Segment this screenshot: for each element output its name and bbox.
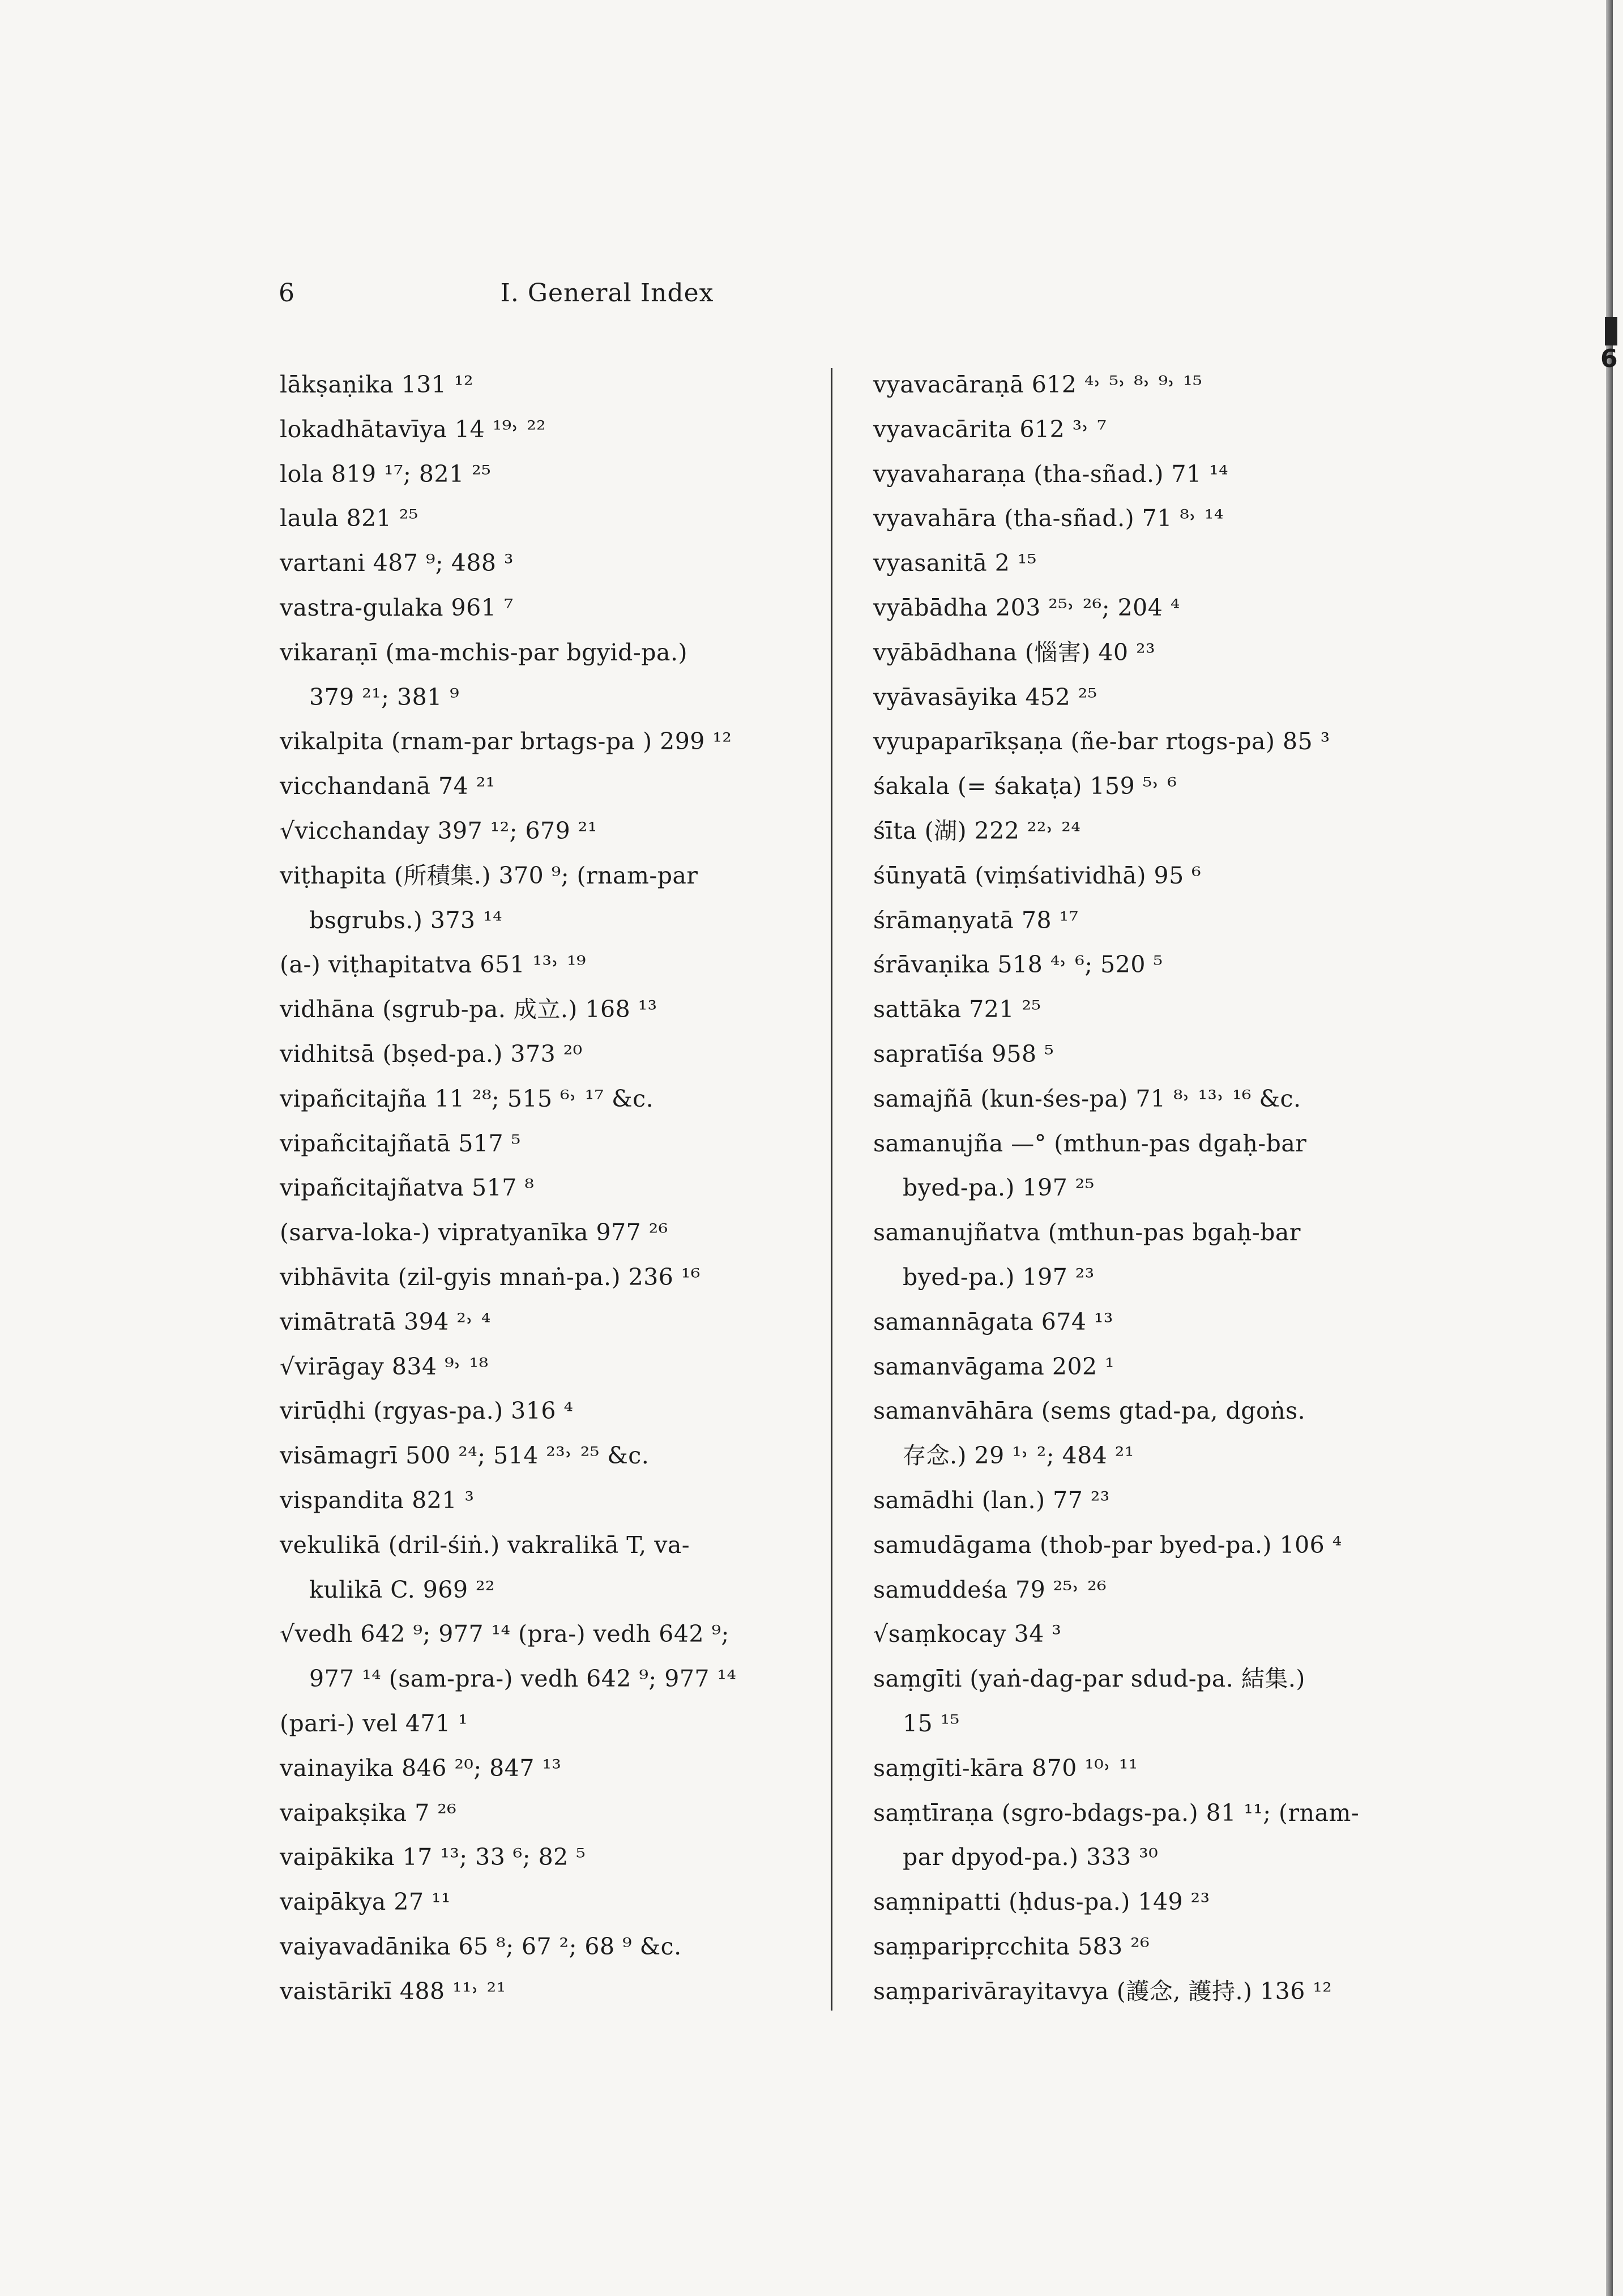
index-entry: (pari-) vel 471 ¹	[280, 1709, 468, 1737]
index-entry: samanvāgama 202 ¹	[873, 1352, 1115, 1380]
index-entry: śīta (湖) 222 ²²˒ ²⁴	[873, 817, 1081, 844]
index-entry: vipañcitajñatva 517 ⁸	[280, 1174, 535, 1202]
left-index-column	[280, 362, 801, 2013]
index-entry-continuation: 977 ¹⁴ (sam-pra-) vedh 642 ⁹; 977 ¹⁴	[309, 1665, 737, 1693]
index-entry: vyāvasāyika 452 ²⁵	[873, 683, 1097, 711]
index-entry-continuation: 存念.) 29 ¹˒ ²; 484 ²¹	[903, 1442, 1134, 1470]
index-entry: vaipākya 27 ¹¹	[280, 1888, 451, 1916]
index-entry: saṃparivārayitavya (護念, 護持.) 136 ¹²	[873, 1977, 1332, 2005]
index-entry: saṃparipṛcchita 583 ²⁶	[873, 1932, 1150, 1960]
index-entry: sapratīśa 958 ⁵	[873, 1040, 1054, 1068]
index-entry: śakala (= śakaṭa) 159 ⁵˒ ⁶	[873, 773, 1177, 800]
index-entry-continuation: byed-pa.) 197 ²³	[903, 1263, 1095, 1291]
index-entry-continuation: par dpyod-pa.) 333 ³⁰	[903, 1843, 1159, 1871]
index-entry: samanujñatva (mthun-pas bgaḥ-bar	[873, 1219, 1301, 1247]
index-entry: samādhi (lan.) 77 ²³	[873, 1486, 1110, 1514]
index-entry: samuddeśa 79 ²⁵˒ ²⁶	[873, 1576, 1107, 1603]
page-number: 6	[279, 279, 294, 308]
index-entry: vyupaparīkṣaṇa (ñe-bar rtogs-pa) 85 ³	[873, 728, 1330, 756]
index-entry: sattāka 721 ²⁵	[873, 996, 1041, 1023]
index-entry: viṭhapita (所積集.) 370 ⁹; (rnam-par	[280, 861, 698, 889]
index-entry: saṃgīti-kāra 870 ¹⁰˒ ¹¹	[873, 1754, 1138, 1782]
page-title: I. General Index	[500, 279, 714, 308]
index-entry: vipañcitajñatā 517 ⁵	[280, 1129, 521, 1157]
right-index-column	[873, 362, 1383, 2013]
index-entry: (a-) viṭhapitatva 651 ¹³˒ ¹⁹	[280, 951, 586, 979]
index-entry: śūnyatā (viṃśatividhā) 95 ⁶	[873, 861, 1202, 889]
index-entry: virūḍhi (rgyas-pa.) 316 ⁴	[280, 1397, 574, 1425]
index-entry-continuation: byed-pa.) 197 ²⁵	[903, 1174, 1095, 1202]
index-entry: vyābādha 203 ²⁵˒ ²⁶; 204 ⁴	[873, 594, 1180, 621]
index-entry-root: √vedh 642 ⁹; 977 ¹⁴ (pra-) vedh 642 ⁹;	[280, 1620, 729, 1648]
index-entry: vispandita 821 ³	[280, 1486, 475, 1514]
thumb-index-label: 6	[1600, 344, 1618, 373]
index-entry-root: √virāgay 834 ⁹˒ ¹⁸	[280, 1352, 489, 1380]
index-entry: vyasanitā 2 ¹⁵	[873, 549, 1037, 577]
index-entry-root: √saṃkocay 34 ³	[873, 1620, 1062, 1648]
index-entry: (sarva-loka-) vipratyanīka 977 ²⁶	[280, 1219, 668, 1247]
index-entry: vipañcitajña 11 ²⁸; 515 ⁶˒ ¹⁷ &c.	[280, 1085, 654, 1112]
index-entry: vaistārikī 488 ¹¹˒ ²¹	[280, 1977, 506, 2005]
index-entry: saṃnipatti (ḥdus-pa.) 149 ²³	[873, 1888, 1210, 1916]
index-entry: vastra-gulaka 961 ⁷	[280, 594, 514, 621]
index-entry: vyavacāraṇā 612 ⁴˒ ⁵˒ ⁸˒ ⁹˒ ¹⁵	[873, 371, 1203, 398]
index-entry: vicchandanā 74 ²¹	[280, 773, 496, 800]
index-entry-continuation: 379 ²¹; 381 ⁹	[309, 683, 460, 711]
index-entry: samanujña —° (mthun-pas dgaḥ-bar	[873, 1129, 1307, 1157]
index-entry-root: √vicchanday 397 ¹²; 679 ²¹	[280, 817, 597, 844]
index-entry: saṃgīti (yaṅ-dag-par sdud-pa. 結集.)	[873, 1665, 1305, 1693]
index-entry: lola 819 ¹⁷; 821 ²⁵	[280, 460, 492, 488]
index-entry: samannāgata 674 ¹³	[873, 1308, 1113, 1335]
index-entry: vibhāvita (zil-gyis mnaṅ-pa.) 236 ¹⁶	[280, 1263, 701, 1291]
index-entry-continuation: 15 ¹⁵	[903, 1709, 960, 1737]
index-entry: vikalpita (rnam-par brtags-pa ) 299 ¹²	[280, 728, 732, 756]
index-entry: vimātratā 394 ²˒ ⁴	[280, 1308, 491, 1335]
column-divider	[831, 368, 832, 2011]
index-entry: vaipakṣika 7 ²⁶	[280, 1799, 457, 1826]
index-entry: vartani 487 ⁹; 488 ³	[280, 549, 514, 577]
index-entry: vainayika 846 ²⁰; 847 ¹³	[280, 1754, 562, 1782]
index-entry: vyavacārita 612 ³˒ ⁷	[873, 415, 1107, 443]
index-entry: vyavaharaṇa (tha-sñad.) 71 ¹⁴	[873, 460, 1229, 488]
thumb-index-mark	[1605, 317, 1617, 345]
index-entry: śrāmaṇyatā 78 ¹⁷	[873, 906, 1079, 934]
page-header	[279, 276, 936, 310]
index-entry: samudāgama (thob-par byed-pa.) 106 ⁴	[873, 1531, 1342, 1559]
index-entry: vyavahāra (tha-sñad.) 71 ⁸˒ ¹⁴	[873, 505, 1224, 532]
index-entry: samajñā (kun-śes-pa) 71 ⁸˒ ¹³˒ ¹⁶ &c.	[873, 1085, 1301, 1112]
index-entry: vaipākika 17 ¹³; 33 ⁶; 82 ⁵	[280, 1843, 586, 1871]
index-entry: vikaraṇī (ma-mchis-par bgyid-pa.)	[280, 638, 687, 666]
index-entry: lokadhātavīya 14 ¹⁹˒ ²²	[280, 415, 546, 443]
index-entry: visāmagrī 500 ²⁴; 514 ²³˒ ²⁵ &c.	[280, 1442, 650, 1470]
index-entry: saṃtīraṇa (sgro-bdags-pa.) 81 ¹¹; (rnam-	[873, 1799, 1360, 1826]
index-entry: samanvāhāra (sems gtad-pa, dgoṅs.	[873, 1397, 1306, 1425]
index-entry: vekulikā (dril-śiṅ.) vakralikā T, va-	[280, 1531, 690, 1559]
index-entry: vyābādhana (惱害) 40 ²³	[873, 638, 1156, 666]
index-entry-continuation: kulikā C. 969 ²²	[309, 1576, 495, 1603]
index-entry: vaiyavadānika 65 ⁸; 67 ²; 68 ⁹ &c.	[280, 1932, 682, 1960]
index-entry: lākṣaṇika 131 ¹²	[280, 371, 473, 398]
index-entry: laula 821 ²⁵	[280, 505, 418, 532]
index-entry: vidhāna (sgrub-pa. 成立.) 168 ¹³	[280, 996, 657, 1023]
index-entry-continuation: bsgrubs.) 373 ¹⁴	[309, 906, 503, 934]
index-entry: śrāvaṇika 518 ⁴˒ ⁶; 520 ⁵	[873, 951, 1163, 979]
index-entry: vidhitsā (bṣed-pa.) 373 ²⁰	[280, 1040, 583, 1068]
